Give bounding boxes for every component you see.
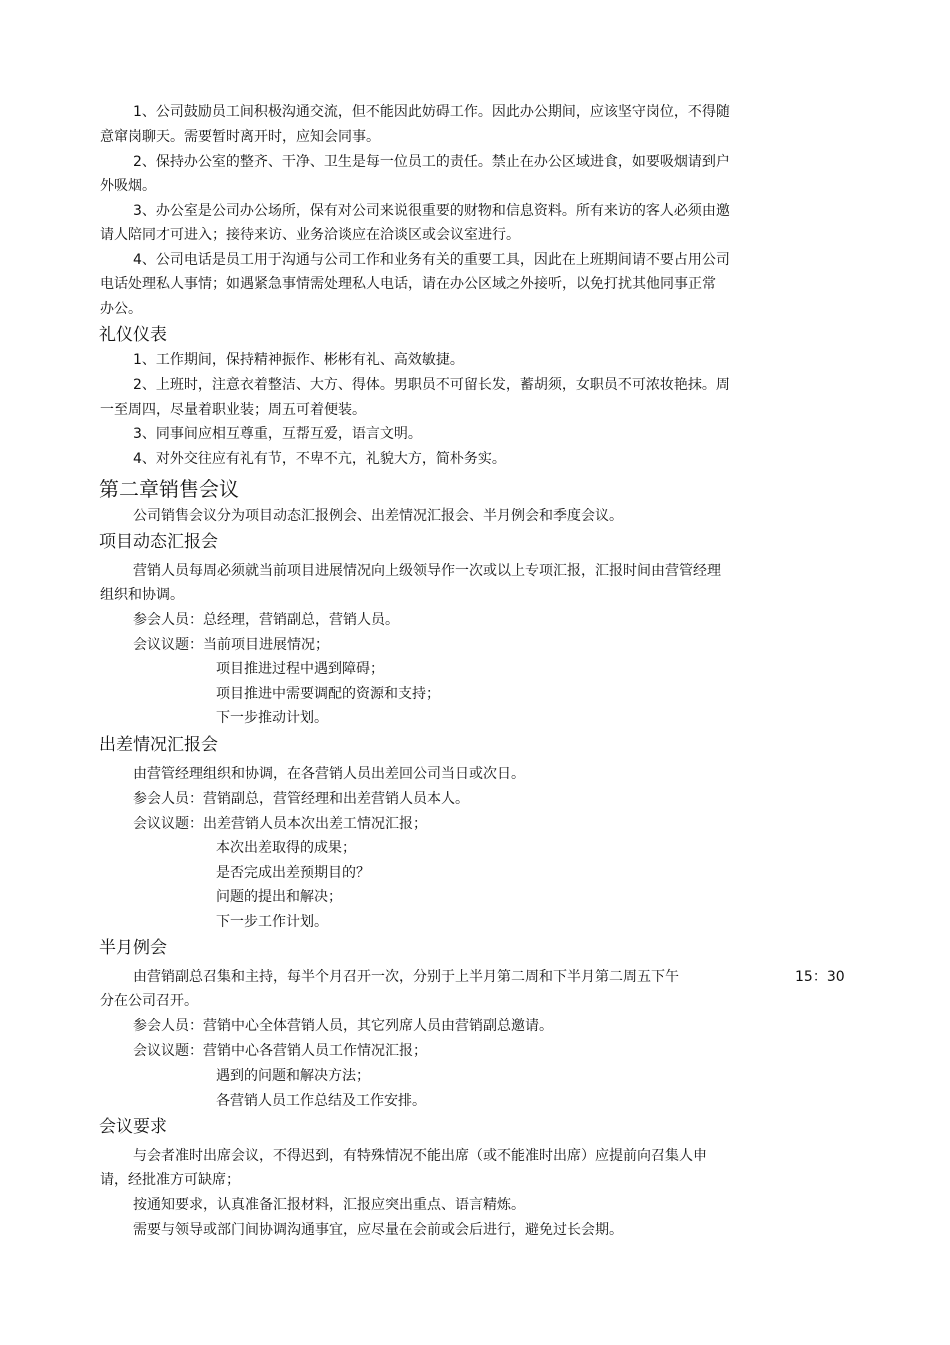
section-heading: 礼仪仪表	[99, 325, 167, 345]
paragraph-line: 会议议题：营销中心各营销人员工作情况汇报；	[133, 1043, 427, 1059]
paragraph-line: 分在公司召开。	[100, 993, 198, 1009]
paragraph-line: 与会者准时出席会议，不得迟到，有特殊情况不能出席（或不能准时出席）应提前向召集人申	[133, 1148, 707, 1164]
paragraph-line: 办公。	[100, 301, 142, 317]
chapter-title: 第二章销售会议	[99, 477, 239, 501]
list-item: 项目推进过程中遇到障碍；	[216, 661, 384, 677]
meeting-time: 15：30	[795, 969, 845, 985]
section-heading: 半月例会	[99, 938, 167, 958]
paragraph-line: 按通知要求，认真准备汇报材料，汇报应突出重点、语言精炼。	[133, 1197, 525, 1213]
paragraph-line: 3、办公室是公司办公场所，保有对公司来说很重要的财物和信息资料。所有来访的客人必须由邀	[133, 203, 730, 219]
paragraph-line: 请人陪同才可进入；接待来访、业务洽谈应在洽谈区或会议室进行。	[100, 227, 520, 243]
paragraph-line: 会议议题：当前项目进展情况；	[133, 637, 329, 653]
list-item: 本次出差取得的成果；	[216, 840, 356, 856]
paragraph-line: 1、工作期间，保持精神振作、彬彬有礼、高效敏捷。	[133, 352, 464, 368]
paragraph-line: 4、对外交往应有礼有节，不卑不亢，礼貌大方，简朴务实。	[133, 451, 506, 467]
section-heading: 会议要求	[99, 1117, 167, 1137]
section-heading: 出差情况汇报会	[99, 735, 218, 755]
paragraph-line: 2、上班时，注意衣着整洁、大方、得体。男职员不可留长发，蓄胡须，女职员不可浓妆艳抹。周	[133, 377, 730, 393]
paragraph-line: 一至周四，尽量着职业装；周五可着便装。	[100, 402, 366, 418]
section-heading: 项目动态汇报会	[99, 532, 218, 552]
paragraph-line: 4、公司电话是员工用于沟通与公司工作和业务有关的重要工具，因此在上班期间请不要占用公司	[133, 252, 730, 268]
list-item: 下一步推动计划。	[216, 710, 328, 726]
paragraph-line: 1、公司鼓励员工间积极沟通交流，但不能因此妨碍工作。因此办公期间，应该坚守岗位，不得随	[133, 104, 730, 120]
paragraph-line: 会议议题：出差营销人员本次出差工情况汇报；	[133, 816, 427, 832]
paragraph-line: 参会人员：营销副总，营管经理和出差营销人员本人。	[133, 791, 469, 807]
paragraph-line: 参会人员：营销中心全体营销人员，其它列席人员由营销副总邀请。	[133, 1018, 553, 1034]
paragraph-line: 外吸烟。	[100, 178, 156, 194]
list-item: 项目推进中需要调配的资源和支持；	[216, 686, 440, 702]
list-item: 问题的提出和解决；	[216, 889, 342, 905]
paragraph-line: 组织和协调。	[100, 587, 184, 603]
list-item: 各营销人员工作总结及工作安排。	[216, 1093, 426, 1109]
paragraph-line: 2、保持办公室的整齐、干净、卫生是每一位员工的责任。禁止在办公区域进食，如要吸烟请到户	[133, 154, 730, 170]
paragraph-line: 3、同事间应相互尊重，互帮互爱，语言文明。	[133, 426, 422, 442]
paragraph-line: 营销人员每周必须就当前项目进展情况向上级领导作一次或以上专项汇报，汇报时间由营管经理	[133, 563, 721, 579]
paragraph-line: 参会人员：总经理，营销副总，营销人员。	[133, 612, 399, 628]
list-item: 下一步工作计划。	[216, 914, 328, 930]
paragraph-line: 由营管经理组织和协调，在各营销人员出差回公司当日或次日。	[133, 766, 525, 782]
paragraph-line: 请，经批准方可缺席；	[100, 1172, 240, 1188]
paragraph-line: 电话处理私人事情；如遇紧急事情需处理私人电话，请在办公区域之外接听，以免打扰其他同事正常	[100, 276, 716, 292]
list-item: 遇到的问题和解决方法；	[216, 1068, 370, 1084]
paragraph-line: 由营销副总召集和主持，每半个月召开一次，分别于上半月第二周和下半月第二周五下午	[133, 969, 679, 985]
list-item: 是否完成出差预期目的？	[216, 865, 370, 881]
paragraph-line: 需要与领导或部门间协调沟通事宜，应尽量在会前或会后进行，避免过长会期。	[133, 1222, 623, 1238]
paragraph-line: 意窜岗聊天。需要暂时离开时，应知会同事。	[100, 129, 380, 145]
paragraph-line: 公司销售会议分为项目动态汇报例会、出差情况汇报会、半月例会和季度会议。	[133, 508, 623, 524]
